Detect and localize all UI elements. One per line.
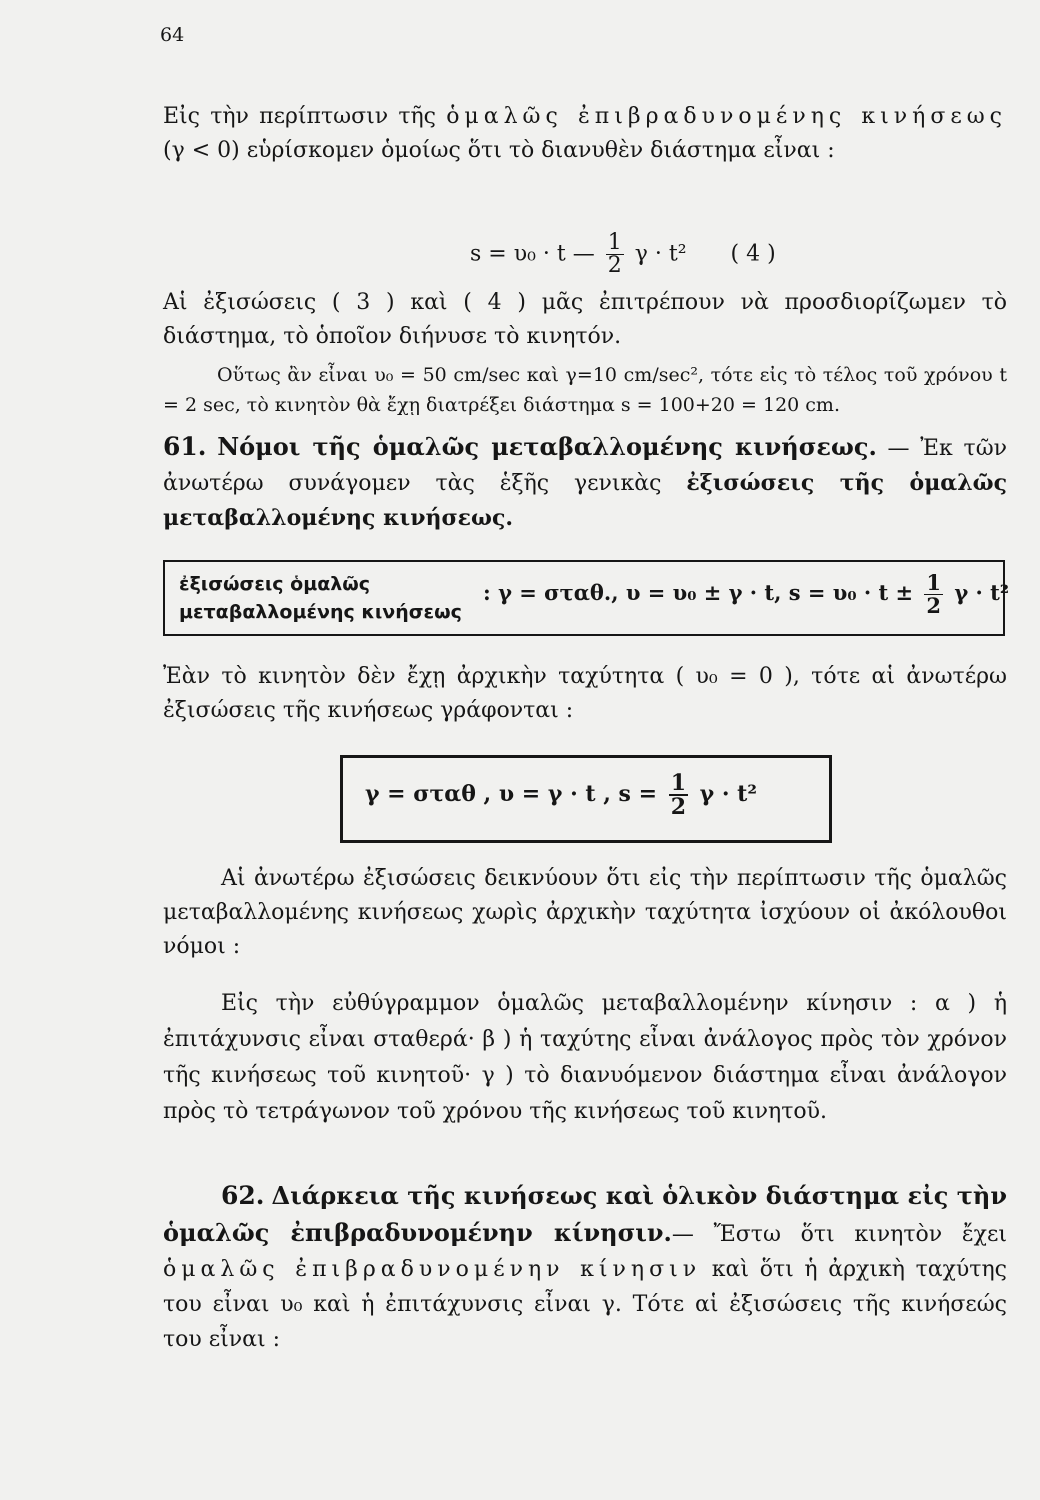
eq4-tag: ( 4 ) bbox=[730, 241, 776, 267]
general-equations-label: ἐξισώσεις ὁμαλῶς μεταβαλλομένης κινήσεως bbox=[179, 573, 462, 623]
section-61-title: Νόμοι τῆς ὁμαλῶς μεταβαλλομένης κινήσεως. bbox=[217, 432, 877, 461]
section-61 bbox=[163, 430, 1007, 536]
paragraph-equations-usage: Αἱ ἐξισώσεις ( 3 ) καὶ ( 4 ) μᾶς ἐπιτρέπουν νὰ προσδιορίζωμεν τὸ διάστημα, τὸ ὁποῖον διήνυσε τὸ κινητόν. bbox=[163, 290, 1007, 349]
zero-velocity-equations bbox=[365, 772, 757, 818]
paragraph-decelerated-intro bbox=[163, 100, 1007, 168]
para1-spaced-term: ὁμαλῶς ἐπιβραδυνομένης κινήσεως bbox=[446, 104, 1007, 129]
eq4-rhs: γ · t² bbox=[634, 241, 687, 267]
para1-pre: Εἰς τὴν περίπτωσιν τῆς bbox=[163, 104, 447, 129]
box1-eq-post: γ · t² bbox=[954, 580, 1010, 605]
section-62-spaced-term: ὁμαλῶς ἐπιβραδυνομένην κίνησιν bbox=[163, 1257, 702, 1282]
section-61-text: — Ἐκ τῶν ἀνωτέρω συνάγομεν τὰς ἑξῆς γενικὰς bbox=[163, 436, 1008, 496]
section-61-bold-tail: ἐξισώσεις τῆς ὁμαλῶς μεταβαλλομένης κινήσεως. bbox=[163, 470, 1007, 531]
box1-num: 1 bbox=[926, 570, 942, 595]
box1-fraction bbox=[924, 572, 943, 617]
box2-num: 1 bbox=[670, 770, 686, 796]
section-61-number: 61. bbox=[163, 432, 207, 461]
box1-eq-pre: : γ = σταθ., υ = υ₀ ± γ · t, s = υ₀ · t ± bbox=[483, 580, 914, 605]
paragraph-laws-intro: Αἱ ἀνωτέρω ἐξισώσεις δεικνύουν ὅτι εἰς τὴν περίπτωσιν τῆς ὁμαλῶς μεταβαλλομένης κινήσεως χωρὶς ἀρχικὴν ταχύτητα ἰσχύουν οἱ ἀκόλουθοι νόμοι : bbox=[163, 866, 1007, 959]
zero-velocity-equations-box bbox=[340, 755, 832, 843]
section-62-text2: καὶ ὅτι ἡ ἀρχικὴ ταχύτης του εἶναι υ₀ καὶ ἡ ἐπιτάχυνσις εἶναι γ. Τότε αἱ ἐξισώσεις τῆς κινήσεώς του εἶναι : bbox=[163, 1257, 1007, 1352]
section-62-text1: — Ἔστω ὅτι κινητὸν ἔχει bbox=[671, 1222, 1007, 1247]
general-equations-box bbox=[163, 560, 1010, 636]
section-62-number: 62. bbox=[221, 1181, 265, 1210]
section-62 bbox=[163, 1178, 1007, 1357]
eq4-lhs: s = υ₀ · t — bbox=[470, 241, 595, 267]
paragraph-laws: Εἰς τὴν εὐθύγραμμον ὁμαλῶς μεταβαλλομένην κίνησιν : α ) ἡ ἐπιτάχυνσις εἶναι σταθερά· β ) ἡ ταχύτης εἶναι ἀνάλογος πρὸς τὸν χρόνον τῆς κινήσεως τοῦ κινητοῦ· γ ) τὸ διανυόμενον διάστημα εἶναι ἀνάλογον πρὸς τὸ τετράγωνον τοῦ χρόνου τῆς κινήσεως τοῦ κινητοῦ. bbox=[163, 991, 1007, 1124]
eq4-den: 2 bbox=[607, 253, 622, 278]
eq4-fraction bbox=[606, 232, 624, 277]
general-equations bbox=[483, 572, 1009, 617]
equation-4 bbox=[470, 232, 776, 277]
box2-den: 2 bbox=[670, 794, 686, 820]
box2-eq-post: γ · t² bbox=[699, 781, 757, 807]
eq4-num: 1 bbox=[607, 230, 622, 255]
box2-fraction bbox=[669, 772, 688, 818]
box1-den: 2 bbox=[926, 593, 942, 618]
section-62-title: Διάρκεια τῆς κινήσεως καὶ ὁλικὸν διάστημα εἰς τὴν ὁμαλῶς ἐπιβραδυνομένην κίνησιν. bbox=[163, 1181, 1007, 1247]
para1-post: (γ < 0) εὑρίσκομεν ὁμοίως ὅτι τὸ διανυθὲν διάστημα εἶναι : bbox=[163, 138, 835, 163]
paragraph-zero-initial-velocity: Ἐὰν τὸ κινητὸν δὲν ἔχῃ ἀρχικὴν ταχύτητα ( υ₀ = 0 ), τότε αἱ ἀνωτέρω ἐξισώσεις τῆς κινήσεως γράφονται : bbox=[163, 664, 1007, 723]
box2-eq-pre: γ = σταθ , υ = γ · t , s = bbox=[365, 781, 658, 807]
paragraph-example: Οὕτως ἂν εἶναι υ₀ = 50 cm/sec καὶ γ=10 cm/sec², τότε εἰς τὸ τέλος τοῦ χρόνου t = 2 sec, τὸ κινητὸν θὰ ἔχῃ διατρέξει διάστημα s = 100+20 = 120 cm. bbox=[163, 364, 1007, 416]
page-number: 64 bbox=[160, 24, 185, 46]
